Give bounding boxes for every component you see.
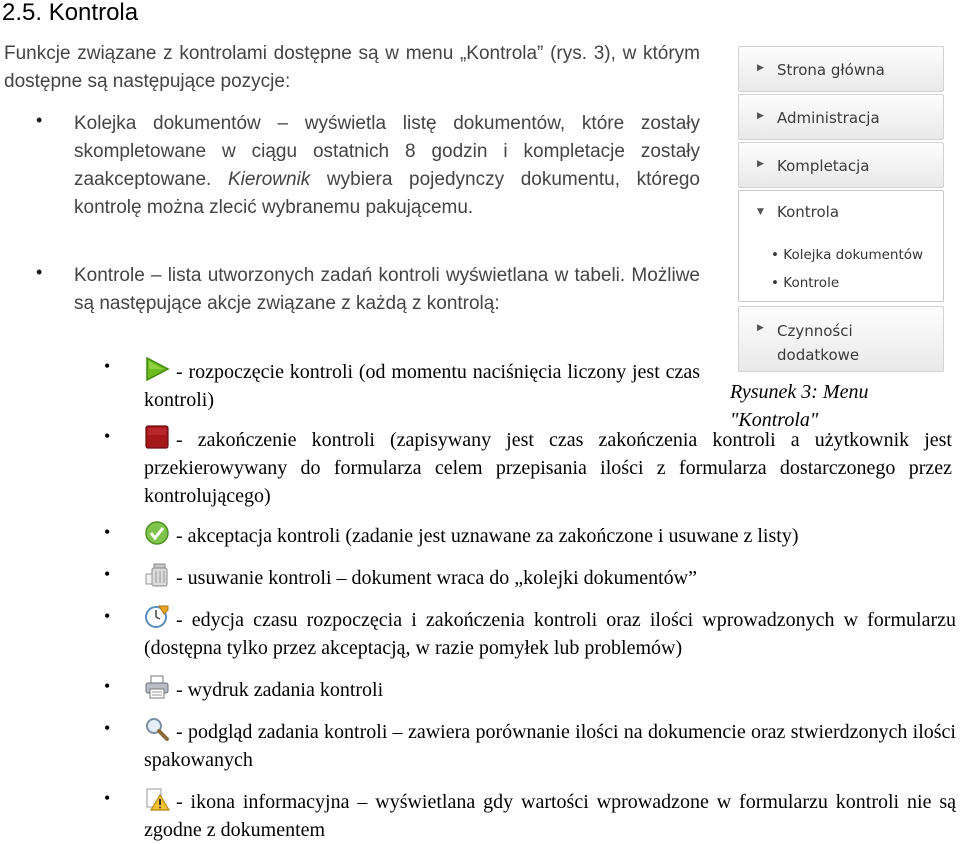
play-icon xyxy=(144,356,170,382)
action-edit xyxy=(144,604,956,662)
bullet-emphasis: Kierownik xyxy=(227,169,311,190)
bullet-dot: • xyxy=(104,426,111,446)
triangle-right-icon: ▶ xyxy=(757,159,764,169)
menu-item-label: Kompletacja xyxy=(777,157,870,175)
bullet-document-queue xyxy=(74,110,700,222)
section-title: Kontrola xyxy=(48,0,139,26)
bullet-dot: • xyxy=(36,110,43,130)
bullet-controls: Kontrole – lista utworzonych zadań kontroli wyświetlana w tabeli. Możliwe są następujące akcje związane z każdą z kontrolą: xyxy=(74,265,700,314)
bullet-dot: • xyxy=(104,522,111,542)
bullet-dot: • xyxy=(104,718,111,738)
menu-item-additional-activities[interactable] xyxy=(738,306,944,372)
action-text: - akceptacja kontroli (zadanie jest uznawane za zakończone i usuwane z listy) xyxy=(176,525,799,547)
action-start xyxy=(144,356,700,414)
section-heading xyxy=(2,0,138,28)
stop-icon xyxy=(144,424,170,450)
warning-icon xyxy=(144,786,170,812)
menu-item-label: Administracja xyxy=(777,109,880,127)
menu-item-home[interactable] xyxy=(738,46,944,92)
bullet-dot: • xyxy=(104,788,111,808)
bullet-dot: • xyxy=(36,262,43,282)
menu-item-label: Kontrola xyxy=(777,203,840,221)
action-text: - podgląd zadania kontroli – zawiera porównanie ilości na dokumencie oraz stwierdzonych ilości spakowanych xyxy=(144,721,956,771)
bullet-dot: • xyxy=(104,606,111,626)
menu-item-control[interactable] xyxy=(738,190,944,302)
menu-item-administration[interactable] xyxy=(738,94,944,140)
action-text: - zakończenie kontroli (zapisywany jest czas zakończenia kontroli a użytkownik jest przekierowywany do formularza celem przepisania ilości z formularza dostarczonego przez kontrolującego) xyxy=(144,429,952,507)
bullet-dot: • xyxy=(104,564,111,584)
action-text: - usuwanie kontroli – dokument wraca do „kolejki dokumentów” xyxy=(176,567,697,589)
action-text: - edycja czasu rozpoczęcia i zakończenia kontroli oraz ilości wprowadzonych w formularzu (dostępna tylko przez akceptacją, w razie pomyłek lub problemów) xyxy=(144,609,956,659)
bullet-text: Kolejka dokumentów – wyświetla listę dokumentów, które zostały skompletowane w ciągu ostatnich 8 godzin i kompletacje zostały zaakceptowane. xyxy=(74,113,700,190)
action-text: - wydruk zadania kontroli xyxy=(176,679,384,701)
figure-caption: Rysunek 3: Menu "Kontrola" xyxy=(730,381,869,431)
magnifier-icon xyxy=(144,716,170,742)
bullet-dot: • xyxy=(104,356,111,376)
submenu-item-controls[interactable]: • Kontrole xyxy=(771,275,840,291)
trash-icon xyxy=(144,562,170,588)
action-delete xyxy=(144,562,952,592)
action-text: - rozpoczęcie kontroli (od momentu naciśnięcia liczony jest czas kontroli) xyxy=(144,361,700,411)
triangle-right-icon: ▶ xyxy=(757,111,764,121)
triangle-right-icon: ▶ xyxy=(757,63,764,73)
action-print xyxy=(144,674,952,704)
action-info xyxy=(144,786,956,844)
submenu-item-document-queue[interactable]: • Kolejka dokumentów xyxy=(771,247,924,263)
submenu-item-label: Kolejka dokumentów xyxy=(783,247,924,263)
section-number: 2.5. xyxy=(2,0,43,26)
action-stop xyxy=(144,424,952,510)
printer-icon xyxy=(144,674,170,700)
menu-item-label: Strona główna xyxy=(777,61,885,79)
submenu-item-label: Kontrole xyxy=(783,275,840,291)
action-text: - ikona informacyjna – wyświetlana gdy wartości wprowadzone w formularzu kontroli nie są zgodne z dokumentem xyxy=(144,791,956,841)
menu-item-label: Czynności dodatkowe xyxy=(777,322,860,364)
menu-item-picking[interactable] xyxy=(738,142,944,188)
intro-paragraph: Funkcje związane z kontrolami dostępne są w menu „Kontrola” (rys. 3), w którym dostępne są następujące pozycje: xyxy=(4,43,700,92)
edit-clock-icon xyxy=(144,604,170,630)
check-icon xyxy=(144,520,170,546)
triangle-down-icon: ▼ xyxy=(757,207,764,217)
action-accept xyxy=(144,520,952,550)
action-preview xyxy=(144,716,956,774)
bullet-text: wybiera pojedynczy dokumentu, którego kontrolę można zlecić wybranemu pakującemu. xyxy=(74,169,700,218)
menu-figure xyxy=(732,44,950,376)
bullet-dot: • xyxy=(104,676,111,696)
triangle-right-icon: ▶ xyxy=(757,323,764,333)
